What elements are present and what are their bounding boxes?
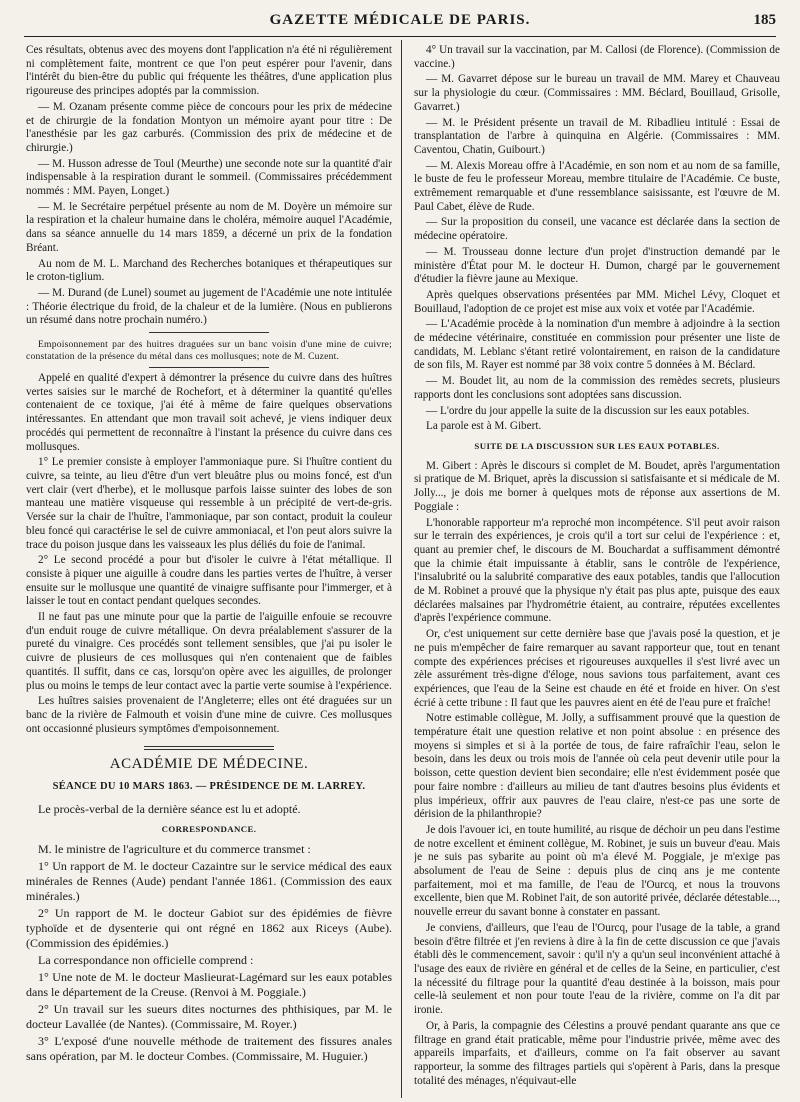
paragraph: — M. Alexis Moreau offre à l'Académie, en son nom et au nom de sa famille, le buste de feu le professeur Moreau, membre titulaire de l'Académie. Ce buste, extrêmement remarquable et d'une ressemblance saisissante, est l'œuvre de M. Paul Cabet, élève de Rude. bbox=[414, 159, 780, 213]
paragraph: La correspondance non officielle comprend : bbox=[38, 953, 254, 968]
seance-line: SÉANCE DU 10 MARS 1863. — PRÉSIDENCE DE M. LARREY. bbox=[52, 781, 366, 793]
paragraph: Au nom de M. L. Marchand des Recherches botaniques et thérapeutiques sur le croton-tiglium. bbox=[26, 257, 392, 284]
paragraph: — M. Trousseau donne lecture d'un projet d'instruction demandé par le ministère d'État pour M. le docteur H. Dumon, chargé par le gouvernement d'étudier la fièvre jaune au Mexique. bbox=[414, 245, 780, 286]
paragraph: 1° Le premier consiste à employer l'ammoniaque pure. Si l'huître contient du cuivre, sa teinte, au lieu d'être d'un vert bleuâtre plus ou moins foncé, est d'un vert clair (vert d'herbe), et le mollusque parfois laisse suinter des lobes de son manteau une matière visqueuse qui ressemble à un précipité de vert-de-gris. Versée sur la chair de l'huître, l'ammoniaque, par son contact, produit la couleur bleu foncé qui caractérise le sel de cuivre ammoniacal, et l'on peut alors suivre la trace du poison jusque dans les vaisseaux les plus déliés du foie de l'animal. bbox=[26, 456, 392, 551]
paragraph: Or, c'est uniquement sur cette dernière base que j'avais posé la question, et je ne puis m'empêcher de faire remarquer au savant rapporteur que, tout en tenant compte des expériences précises et rigoureuses auxquelles il s'est livré avec un zèle assurément très-digne d'éloge, nous savions tous parfaitement, avant ces expériences, que l'eau de la Seine est chaude en été et froide en hiver. On s'est écrié à cette tribune : Il faut que les pauvres aient en été de l'eau pure et fraîche! bbox=[414, 628, 780, 709]
paragraph: 3° L'exposé d'une nouvelle méthode de traitement des fissures anales sans opération, par M. le docteur Combes. (Commissaire, M. Huguier.) bbox=[26, 1034, 392, 1064]
right-column bbox=[414, 44, 780, 1094]
paragraph: — M. Husson adresse de Toul (Meurthe) une seconde note sur la quantité d'air indispensable à la respiration durant le sommeil. (Commissaires précédemment nommés : MM. Payen, Longet.) bbox=[26, 157, 392, 198]
paragraph: 4° Un travail sur la vaccination, par M. Callosi (de Florence). (Commission de vaccine.) bbox=[414, 44, 780, 70]
paragraph: Le procès-verbal de la dernière séance est lu et adopté. bbox=[38, 801, 301, 816]
correspondance-heading: CORRESPONDANCE. bbox=[161, 823, 257, 834]
paragraph: M. le ministre de l'agriculture et du commerce transmet : bbox=[38, 842, 311, 857]
paragraph: — M. Ozanam présente comme pièce de concours pour les prix de médecine et de chirurgie de la fondation Montyon un mémoire ayant pour titre : De l'anesthésie par les gaz carburés. (Commission des prix de médecine et de chirurgie.) bbox=[26, 100, 392, 154]
column-divider bbox=[401, 40, 402, 1098]
discussion-subheading: SUITE DE LA DISCUSSION SUR LES EAUX POTABLES. bbox=[474, 440, 720, 451]
paragraph: Or, à Paris, la compagnie des Célestins a prouvé pendant quarante ans que ce filtrage en grand était praticable, même pour l'industrie privée, même avec des appareils imparfaits, et d'ailleurs, comme on l'a fait observer au savant rapporteur, la somme des filtrages partiels qui s'opèrent à Paris, dans la presque totalité des ménages, n'équivaut-elle bbox=[414, 1019, 780, 1087]
paragraph: M. Gibert : Après le discours si complet de M. Boudet, après l'argumentation si pratique de M. Briquet, après la discussion si satisfaisante et si médicale de M. Jolly..., je dois me borner à quelques mots de réponse aux assertions de M. Poggiale : bbox=[414, 459, 780, 513]
paragraph: Après quelques observations présentées par MM. Michel Lévy, Cloquet et Bouillaud, l'adoption de ce projet est mise aux voix et votée par l'Académie. bbox=[414, 288, 780, 315]
paragraph: — M. Durand (de Lunel) soumet au jugement de l'Académie une note intitulée : Théorie électrique du froid, de la chaleur et de la lumière. (Nous en publierons un résumé dans notre prochain numéro.) bbox=[26, 286, 392, 327]
paragraph: Appelé en qualité d'expert à démontrer la présence du cuivre dans des huîtres vertes saisies sur le marché de Rochefort, et à déterminer la quantité qu'elles contenaient de ce toxique, j'ai été à même de faire quelques observations intéressantes. En attendant que mon travail soit achevé, je viens indiquer deux procédés qui permettent de reconnaître à l'instant la présence du cuivre dans ces mollusques. bbox=[26, 372, 392, 453]
rule bbox=[149, 367, 269, 368]
paragraph: — L'ordre du jour appelle la suite de la discussion sur les eaux potables. bbox=[426, 404, 750, 417]
paragraph: Ces résultats, obtenus avec des moyens dont l'application n'a été ni régulièrement ni complètement faite, montrent ce que l'on peut espérer pour l'avenir, dans l'intérêt du bien-être du public qui fréquente les théâtres, d'une application plus rigoureuse des principes adoptés par la commission. bbox=[26, 44, 392, 98]
running-head: GAZETTE MÉDICALE DE PARIS. bbox=[269, 12, 531, 28]
page-number: 185 bbox=[753, 12, 776, 28]
paragraph: Je conviens, d'ailleurs, que l'eau de l'Ourcq, pour l'usage de la table, a grand besoin d'être filtrée et j'en reviens à dire à la fin de cette discussion ce que j'avais établi dès le commencement, savoir : qu'il n'y a qu'un seul inconvénient attaché à l'usage des eaux de rivière en général et de celles de la Seine, en particulier, c'est la nécessité du filtrage pour la quantité d'eau destinée à la boisson, mais pour celle-là seulement et non pour toute l'eau de la rivière, comme on l'a dit par ironie. bbox=[414, 921, 780, 1017]
paragraph: — M. Gavarret dépose sur le bureau un travail de MM. Marey et Chauveau sur la physiologie du cœur. (Commissaires : MM. Béclard, Bouillaud, Grisolle, Gavarret.) bbox=[414, 73, 780, 113]
paragraph: — L'Académie procède à la nomination d'un membre à adjoindre à la section de médecine vétérinaire, constituée en commission pour présenter une liste de candidats, M. Leblanc s'étant retiré volontairement, en raison de la candidature de son fils, M. Rayer est nommé par 38 voix contre 5 données à M. Béclard. bbox=[414, 318, 780, 372]
paragraph: — Sur la proposition du conseil, une vacance est déclarée dans la section de médecine opératoire. bbox=[414, 216, 780, 243]
left-column bbox=[26, 44, 392, 1094]
paragraph: Il ne faut pas une minute pour que la partie de l'aiguille enfouie se recouvre d'un enduit rouge de cuivre métallique. On devra préalablement s'assurer de la pureté du vinaigre. Ces procédés sont tellement sensibles, que j'ai pu isoler le cuivre de plusieurs de ces mollusques qui n'en contenaient que de faibles quantités. Il suffit, dans ce cas, lorsqu'on opère avec les aiguilles, de prolonger plus ou moins le temps de leur contact avec la partie verte soumise à l'expérience. bbox=[26, 611, 392, 692]
paragraph: La parole est à M. Gibert. bbox=[426, 420, 542, 433]
rule bbox=[149, 332, 269, 333]
paragraph: 2° Un rapport de M. le docteur Gabiot sur des épidémies de fièvre typhoïde et de dysenterie qui ont régné en 1862 aux Riceys (Aube). (Commission des épidémies.) bbox=[26, 906, 392, 951]
paragraph: Je dois l'avouer ici, en toute humilité, au risque de déchoir un peu dans l'estime de notre excellent et éminent collègue, M. Robinet, je suis un buveur d'eau. Mais je ne suis pas sybarite au point où m'a élevé M. Poggiale, je m'exige pas absolument de l'eau de Seine : depuis plus de cinq ans je me contente parfaitement, moi et ma famille, de l'eau de l'Ourcq, et nous la trouvons excellente, bien que M. Robinet l'ait, de son autorité privée, déclarée détestable..., nouvelle erreur du savant bonne à constater en passant. bbox=[414, 823, 780, 919]
section-title: ACADÉMIE DE MÉDECINE. bbox=[109, 756, 309, 773]
paragraph: 2° Un travail sur les sueurs dites nocturnes des phthisiques, par M. le docteur Lavallée (de Nantes). (Commissaire, M. Royer.) bbox=[26, 1002, 392, 1032]
paragraph: — M. Boudet lit, au nom de la commission des remèdes secrets, plusieurs rapports dont les conclusions sont adoptées sans discussion. bbox=[414, 375, 780, 401]
section-rule bbox=[144, 746, 274, 750]
paragraph: 1° Un rapport de M. le docteur Cazaintre sur le service médical des eaux minérales de Rennes (Aude) pendant l'année 1861. (Commission des eaux minérales.) bbox=[26, 859, 392, 904]
article-headline: Empoisonnement par des huitres draguées sur un banc voisin d'une mine de cuivre; constatation de la présence du métal dans ces mollusques; note de M. Cuzent. bbox=[26, 339, 392, 363]
page-header bbox=[24, 6, 776, 37]
paragraph: L'honorable rapporteur m'a reproché mon incompétence. S'il peut avoir raison sur le terrain des expériences, je crois qu'il a tort sur celui de l'expérience : et, quant au premier chef, le discours de M. Bouchardat a suffisamment démontré que la chimie était impuissante à établir, sans le contrôle de l'expérience, l'insalubrité ou la salubrité comparative des eaux potables, tandis que l'allocution de M. Robinet a prouvé que la physique n'y était pas plus apte, puisque des eaux déclarées malsaines par l'hydrométrie étaient, au contraire, réputées excellentes d'après l'expérience commune. bbox=[414, 516, 780, 625]
paragraph: 2° Le second procédé a pour but d'isoler le cuivre à l'état métallique. Il consiste à piquer une aiguille à coudre dans les parties vertes de l'huître, à verser ensuite sur le mollusque une quantité de vinaigre suffisante pour l'immerger, et à laisser le tout en contact pendant quelques secondes. bbox=[26, 554, 392, 608]
paragraph: — M. le Président présente un travail de M. Ribadlieu intitulé : Essai de transplantation de l'arbre à quinquina en Algérie. (Commissaires : MM. Caventou, Chatin, Guibourt.) bbox=[414, 116, 780, 156]
paragraph: Les huîtres saisies provenaient de l'Angleterre; elles ont été draguées sur un banc de la rivière de Falmouth et voisin d'une mine de cuivre. Ces mollusques ont occasionné plusieurs symptômes d'empoisonnement. bbox=[26, 695, 392, 735]
paragraph: — M. le Secrétaire perpétuel présente au nom de M. Doyère un mémoire sur la respiration et la chaleur humaine dans le choléra, mémoire auquel l'Académie, dans sa séance annuelle du 14 mars 1859, a décerné un prix de la fondation Bréant. bbox=[26, 200, 392, 254]
paragraph: 1° Une note de M. le docteur Maslieurat-Lagémard sur les eaux potables dans le département de la Creuse. (Renvoi à M. Poggiale.) bbox=[26, 970, 392, 1000]
paragraph: Notre estimable collègue, M. Jolly, a suffisamment prouvé que la question de température était une question relative et non point absolue : en présence des moyens si simples et si à la portée de tous, de faire rafraîchir l'eau, selon le besoin, dans les deux ou trois mois de l'année où cela peut devenir utile pour la boisson, cette question devient bien secondaire; elle n'est évidemment posée que pour faire nombre : d'ailleurs au milieu de tant d'autres besoins plus évidents et plus impérieux, offrir aux pauvres de l'eau claire, n'est-ce pas une sorte de dérision de la philanthropie? bbox=[414, 712, 780, 821]
